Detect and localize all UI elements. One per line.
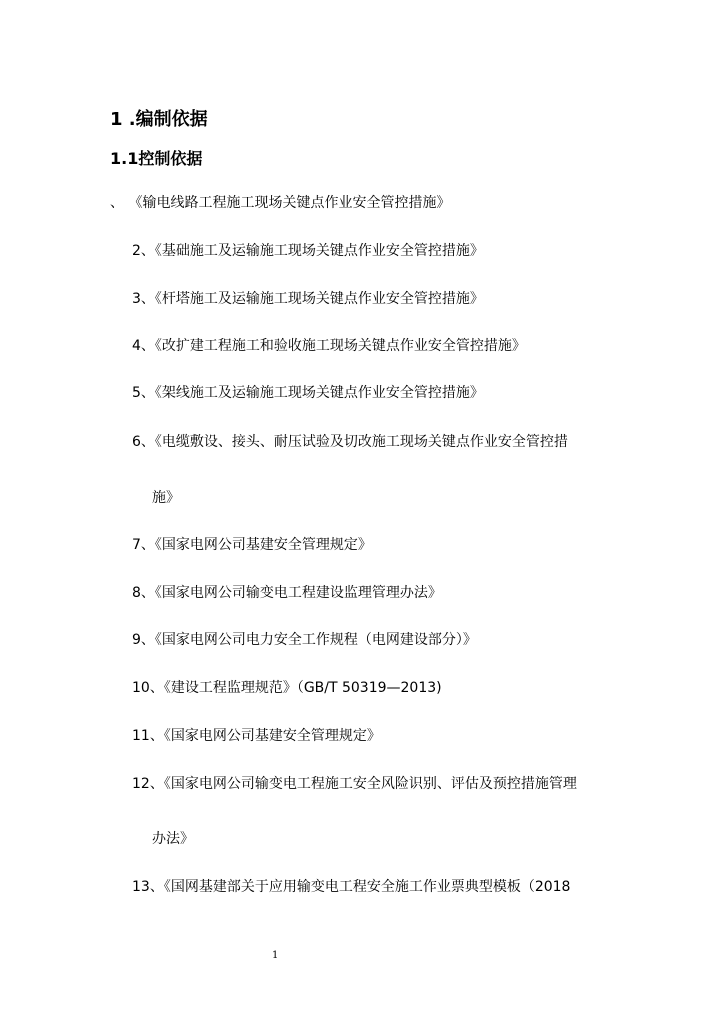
section-heading: 1 .编制依据 xyxy=(110,109,208,130)
list-item: 9、《国家电网公司电力安全工作规程（电网建设部分）》 xyxy=(132,632,477,648)
list-item: 12、《国家电网公司输变电工程施工安全风险识别、评估及预控措施管理 xyxy=(132,776,577,792)
list-item-continuation: 施》 xyxy=(152,490,180,506)
page-number: 1 xyxy=(272,950,279,961)
list-item: 、 《输电线路工程施工现场关键点作业安全管控措施》 xyxy=(110,195,451,211)
list-item: 3、《杆塔施工及运输施工现场关键点作业安全管控措施》 xyxy=(132,291,484,307)
list-item-continuation: 办法》 xyxy=(152,831,194,847)
list-item: 4、《改扩建工程施工和验收施工现场关键点作业安全管控措施》 xyxy=(132,338,526,354)
list-item: 11、《国家电网公司基建安全管理规定》 xyxy=(132,728,381,744)
list-item: 6、《电缆敷设、接头、耐压试验及切改施工现场关键点作业安全管控措 xyxy=(132,434,568,450)
list-item: 8、《国家电网公司输变电工程建设监理管理办法》 xyxy=(132,585,442,601)
list-item: 13、《国网基建部关于应用输变电工程安全施工作业票典型模板（2018 xyxy=(132,879,571,895)
subsection-heading: 1.1控制依据 xyxy=(110,149,203,168)
list-item: 7、《国家电网公司基建安全管理规定》 xyxy=(132,537,372,553)
list-item: 5、《架线施工及运输施工现场关键点作业安全管控措施》 xyxy=(132,385,484,401)
list-item: 2、《基础施工及运输施工现场关键点作业安全管控措施》 xyxy=(132,243,484,259)
list-item: 10、《建设工程监理规范》（GB/T 50319—2013) xyxy=(132,680,442,696)
